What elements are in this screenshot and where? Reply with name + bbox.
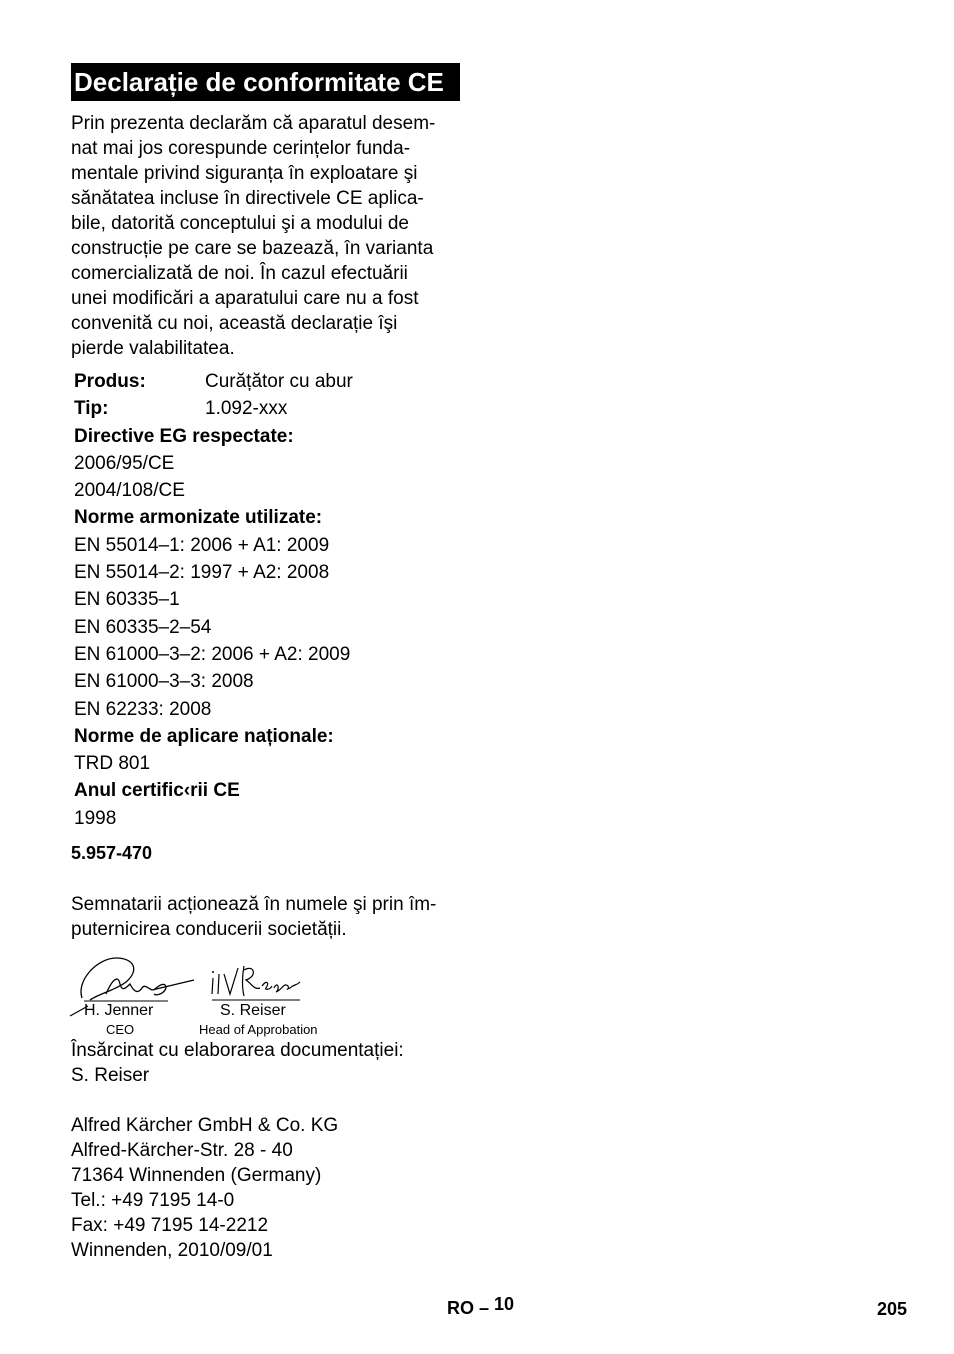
documentation-paragraph [71, 1038, 404, 1088]
company-address [71, 1113, 338, 1263]
year-label: Anul certific‹rii CE [74, 780, 240, 802]
standard-item: EN 55014–2: 1997 + A2: 2008 [74, 562, 330, 584]
address-line: 71364 Winnenden (Germany) [71, 1165, 322, 1186]
directive-item: 2006/95/CE [74, 452, 175, 474]
page-title: Declarație de conformitate CE [71, 63, 460, 101]
footer-language: RO [447, 1298, 474, 1318]
directive-item: 2004/108/CE [74, 480, 185, 502]
standard-item: EN 61000–3–3: 2008 [74, 671, 254, 693]
standard-item: EN 61000–3–2: 2006 + A2: 2009 [74, 643, 351, 665]
documentation-line: S. Reiser [71, 1065, 150, 1086]
signatories-line: puternicirea conducerii societății. [71, 919, 347, 940]
intro-line: Prin prezenta declarăm că aparatul desem- [71, 113, 436, 134]
intro-line: unei modificări a aparatului care nu a fost [71, 288, 419, 309]
intro-line: sănătatea incluse în directivele CE aplica- [71, 188, 424, 209]
product-label: Produs: [74, 371, 146, 392]
signatory-name: S. Reiser [220, 1002, 286, 1019]
address-line: Tel.: +49 7195 14-0 [71, 1190, 235, 1211]
footer-dash: – [479, 1298, 490, 1318]
intro-paragraph [71, 111, 471, 361]
intro-line: pierde valabilitatea. [71, 338, 235, 359]
address-line: Fax: +49 7195 14-2212 [71, 1215, 269, 1236]
directives-label: Directive EG respectate: [74, 425, 294, 447]
intro-line: bile, datorită conceptului şi a modului de [71, 213, 409, 234]
standard-item: EN 55014–1: 2006 + A1: 2009 [74, 534, 330, 556]
signatory-role: CEO [106, 1022, 135, 1037]
product-row [74, 368, 353, 395]
type-label: Tip: [74, 398, 109, 420]
national-item: TRD 801 [74, 753, 151, 775]
signatory-role: Head of Approbation [199, 1022, 318, 1037]
type-row [74, 395, 353, 422]
declaration-fields [74, 368, 353, 832]
standard-item: EN 62233: 2008 [74, 698, 212, 720]
documentation-line: Însărcinat cu elaborarea documentației: [71, 1040, 404, 1061]
footer-section-marker [447, 1294, 515, 1319]
national-label: Norme de aplicare naționale: [74, 725, 334, 747]
footer-section-page: 10 [494, 1294, 515, 1314]
product-value: Curățător cu abur [205, 371, 353, 392]
signatories-line: Semnatarii acționează în numele şi prin îm- [71, 894, 437, 915]
signature-reiser-image [208, 960, 304, 1002]
address-line: Alfred Kärcher GmbH & Co. KG [71, 1115, 339, 1136]
address-line: Winnenden, 2010/09/01 [71, 1240, 273, 1261]
intro-line: mentale privind siguranța în exploatare şi [71, 163, 418, 184]
intro-line: construcție pe care se bazează, în varianta [71, 238, 434, 259]
intro-line: convenită cu noi, această declarație îşi [71, 313, 398, 334]
year-value: 1998 [74, 807, 117, 829]
standard-item: EN 60335–1 [74, 589, 180, 611]
intro-line: nat mai jos corespunde cerințelor funda- [71, 138, 411, 159]
address-line: Alfred-Kärcher-Str. 28 - 40 [71, 1140, 293, 1161]
standards-label: Norme armonizate utilizate: [74, 507, 323, 529]
page-number: 205 [877, 1299, 908, 1319]
part-number: 5.957-470 [71, 843, 153, 863]
standard-item: EN 60335–2–54 [74, 616, 212, 638]
type-value: 1.092-xxx [205, 398, 288, 420]
intro-line: comercializată de noi. În cazul efectuării [71, 263, 408, 284]
signatories-paragraph [71, 892, 436, 942]
signatory-name: H. Jenner [84, 1002, 154, 1019]
